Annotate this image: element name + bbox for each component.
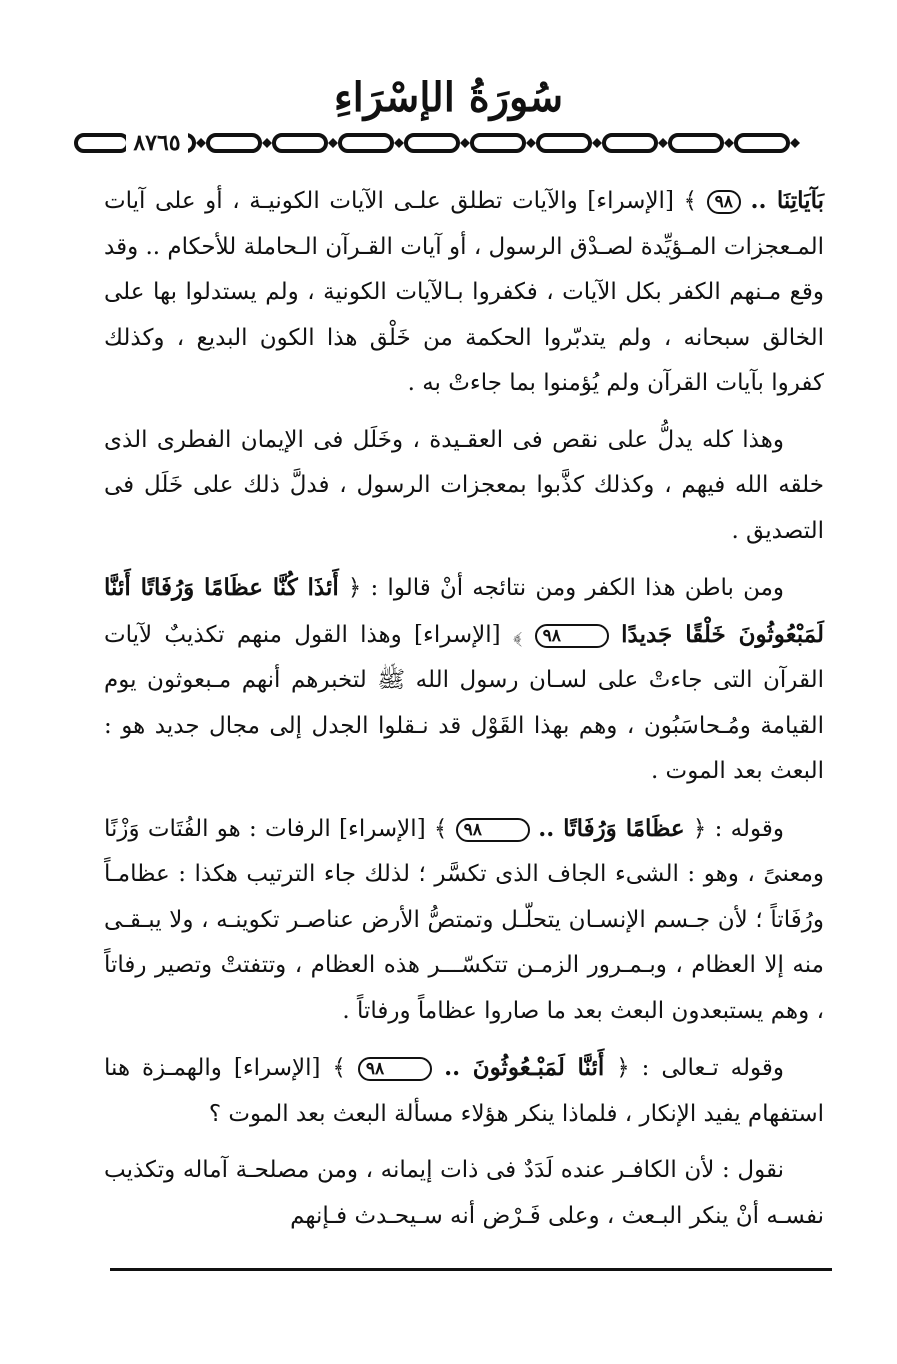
chain-diamond xyxy=(460,138,470,148)
body-text: وهذا كله يدلُّ على نقص فى العقـيدة ، وخَلَل فى الإيمان الفطرى الذى خلقه الله فيهم ، وكذلك كذَّبوا بمعجزات الرسول ، فدلَّ ذلك على خَلَل فى التصديق . xyxy=(104,426,824,544)
ayah-number-badge: ٩٨ xyxy=(707,190,741,214)
ayah-number-badge: ٩٨ xyxy=(456,818,530,842)
body-text xyxy=(530,816,538,842)
body-text: ﴾ [الإسراء] والآيات تطلق علـى الآيات الكونيـة ، أو على آيات المـعجزات المـؤيِّدة لصـدْق الرسول ، أو آيات القـرآن الـحاملة للأحكام .. وقد وقع مـنهم الكفر بكل الآيات ، فكفروا بـالآيات الكونية ، ولم يستدلوا بها على الخالق سبحانه ، ولم يتدبّروا الحكمة من خَلْق هذا الكون البديع ، وكذلك كفروا بآيات القرآن ولم يُؤمنوا بما جاءتْ به . xyxy=(104,188,824,396)
chain-link xyxy=(406,135,458,151)
footer-rule xyxy=(110,1268,832,1271)
body-text: وقوله : ﴿ xyxy=(684,815,784,842)
chain-link xyxy=(538,135,590,151)
paragraph xyxy=(104,565,824,795)
chain-diamond xyxy=(790,138,800,148)
body-text xyxy=(609,622,621,648)
body-text: ومن باطن هذا الكفر ومن نتائجه أنْ قالوا : ﴿ xyxy=(338,575,785,601)
body-text: ﴾ [الإسراء] والهمـزة هنا استفهام يفيد الإنكار ، فلماذا ينكر هؤلاء مسألة البعث بعد الموت ؟ xyxy=(104,1055,824,1127)
page-body xyxy=(104,178,824,1250)
paragraph xyxy=(104,806,824,1035)
chain-diamond xyxy=(526,138,536,148)
chain-link xyxy=(274,135,326,151)
chain-diamond xyxy=(196,138,206,148)
body-text: ﴾ [الإسراء] وهذا القول منهم تكذيبٌ لآيات القرآن التى جاءتْ على لسـان رسول الله ﷺ لتخبرهم أنهم مـبعوثون يوم القيامة ومُـحاسَبُون ، وهم بهذا القَوْل قد نـقلوا الجدل إلى مجال جديد هو : البعث بعد الموت . xyxy=(104,621,824,784)
chain-diamond xyxy=(394,138,404,148)
body-text: ﴾ [الإسراء] الرفات : هو الفُتَات وَزْنًا ومعنىً ، وهو : الشىء الجاف الذى تكسَّر ؛ لذلك جاء الترتيب هكذا : عظامـاً ورُفَاتاً ؛ لأن جـسم الإنسـان يتحلّـل وتمتصُّ الأرض عناصـر تكوينـه ، ولا يبـقـى منه إلا العظام ، وبـمـرور الزمـن تتكسّـــر هذه العظام ، وتتفتتْ وتصير رفاتاً ، وهم يستبعدون البعث بعد ما صاروا عظاماً ورفاتاً . xyxy=(104,815,824,1024)
chain-diamond xyxy=(262,138,272,148)
paragraph xyxy=(104,1045,824,1137)
chain-link xyxy=(208,135,260,151)
ayah-number-badge: ٩٨ xyxy=(535,624,609,648)
body-text: وقوله تـعالى : ﴿ xyxy=(604,1055,785,1081)
paragraph xyxy=(104,178,824,407)
body-text: نقول : لأن الكافـر عنده لَدَدٌ فى ذات إيمانه ، ومن مصلحـة آماله وتكذيب نفسـه أنْ ينكر البـعث ، وعلى فَـرْض أنه سـيحـدث فـإنهم xyxy=(104,1157,824,1229)
ayah-number-badge: ٩٨ xyxy=(358,1057,432,1081)
quran-quote: أَئذَا كُنَّا عظَامًا وَرُفَاتًا أَئنَّا لَمَبْعُوثُونَ خَلْقًا جَديدًا xyxy=(104,574,825,648)
paragraph xyxy=(104,1148,824,1239)
page-number: ٨٧٦٥ xyxy=(126,128,188,158)
chain-link xyxy=(604,135,656,151)
chain-link xyxy=(472,135,524,151)
quran-quote: بَآيَاتِنَا .. xyxy=(750,187,824,214)
chain-diamond xyxy=(658,138,668,148)
quran-quote: أَئنَّا لَمَبْـعُوثُونَ .. xyxy=(444,1054,605,1081)
chain-diamond xyxy=(592,138,602,148)
chain-diamond xyxy=(328,138,338,148)
paragraph xyxy=(104,418,824,555)
chain-link xyxy=(76,135,128,151)
body-text xyxy=(741,188,751,214)
chain-link xyxy=(670,135,722,151)
body-text xyxy=(432,1055,444,1081)
chain-link xyxy=(736,135,788,151)
chain-diamond xyxy=(724,138,734,148)
chain-link xyxy=(340,135,392,151)
quran-quote: عظَامًا وَرُفَاتًا .. xyxy=(538,814,685,842)
surah-title: سُورَةُ الإسْرَاءِ xyxy=(333,74,564,121)
